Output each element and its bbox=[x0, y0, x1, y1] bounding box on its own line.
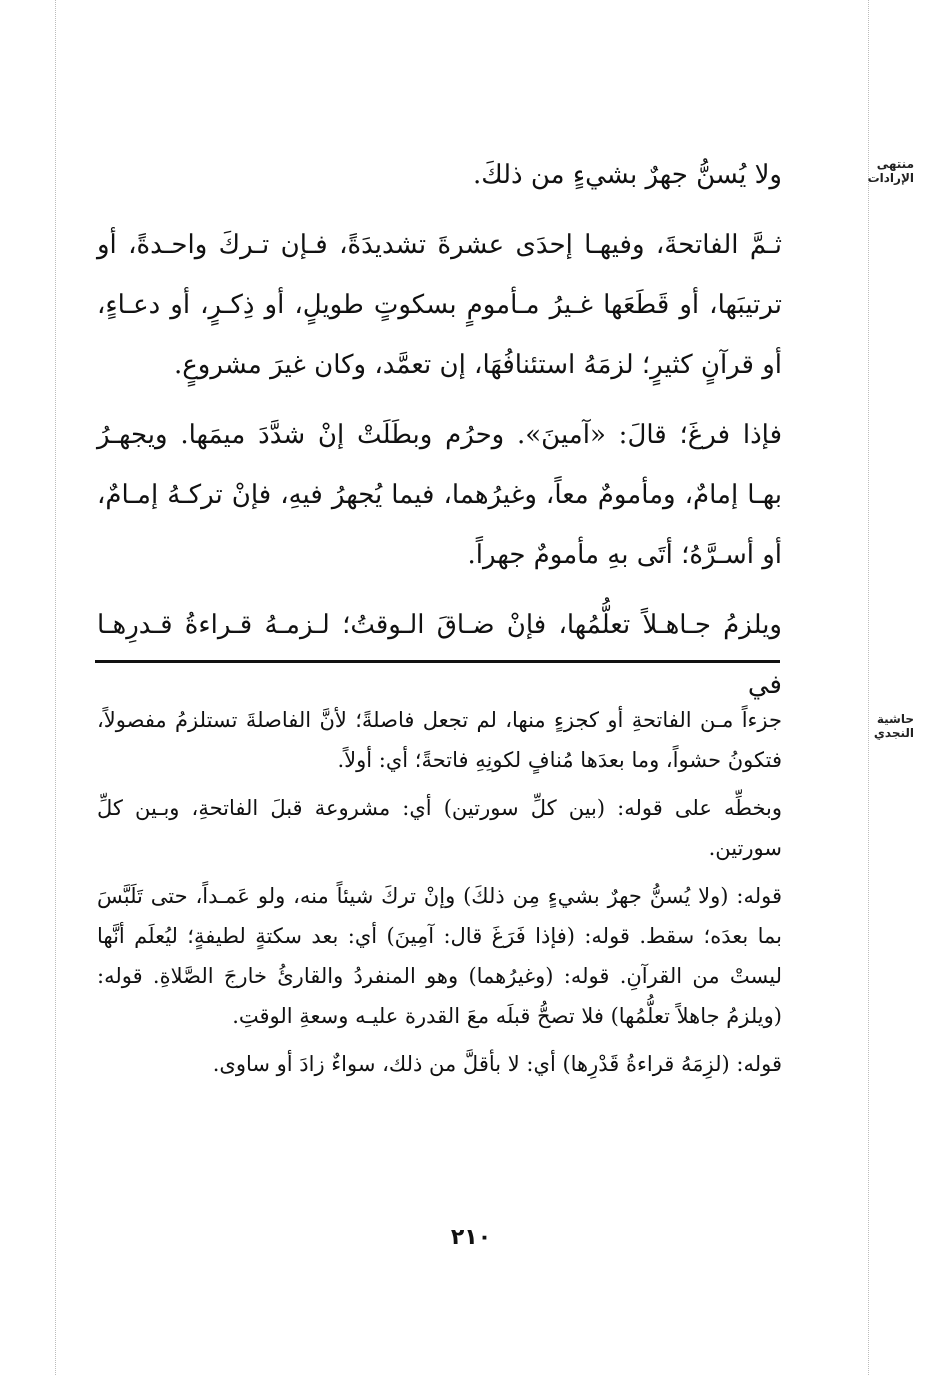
note-paragraph: قوله: (ولا يُسنُّ جهرٌ بشيءٍ مِن ذلكَ) وإنْ تركَ شيئاً منه، ولو عَمـداً، حتى تَلَبَّسَ بما بعدَه؛ سقط. قوله: (فإذا فَرَغَ قال: آمِينَ) أي: بعد سكتةٍ لطيفةٍ؛ ليُعلَم أنَّها ليستْ من القرآنِ. قوله: (وغيرُهما) وهو المنفردُ والقارئُ خارجَ الصَّلاةِ. قوله: (ويلزمُ جاهلاً تعلُّمُها) فلا تصحُّ قبلَه معَ القدرة عليـه وسعةِ الوقتِ. bbox=[97, 884, 782, 1028]
notes-block bbox=[97, 700, 782, 1092]
margin-label-main-text: منتهى الإرادات bbox=[867, 157, 914, 185]
main-paragraph: ولا يُسنُّ جهرٌ بشيءٍ من ذلكَ. bbox=[472, 160, 782, 190]
note-paragraph: جزءاً مـن الفاتحةِ أو كجزءٍ منها، لم تجعل فاصلةً؛ لأنَّ الفاصلةَ تستلزمُ مفصولاً، فتكونُ حشواً، وما بعدَها مُنافٍ لكونِهِ فاتحةً؛ أي: أولاً. bbox=[97, 708, 782, 772]
scan-edge-line-right bbox=[868, 0, 869, 1375]
main-paragraph: ثـمَّ الفاتحةَ، وفيهـا إحدَى عشرةَ تشديدَةً، فـإن تـركَ واحـدةً، أو ترتيبَها، أو قَطَعَها غـيرُ مـأمومٍ بسكوتٍ طويلٍ، أو ذِكـرٍ، أو دعـاءٍ، أو قرآنٍ كثيرٍ؛ لزمَهُ استئنافُهَا، إن تعمَّد، وكان غيرَ مشروعٍ. bbox=[97, 230, 782, 380]
scan-edge-line-left bbox=[55, 0, 56, 1375]
note-paragraph: قوله: (لزِمَهُ قراءةُ قَدْرِها) أي: لا بأقلَّ من ذلك، سواءٌ زادَ أو ساوى. bbox=[212, 1052, 782, 1076]
main-text-block bbox=[97, 145, 782, 725]
margin-label-notes: حاشية النجدي bbox=[873, 712, 914, 740]
main-paragraph: ويلزمُ جـاهـلاً تعلُّمُها، فإنْ ضـاقَ الـوقتُ؛ لـزمـهُ قـراءةُ قـدرِهـا في bbox=[97, 610, 782, 700]
main-paragraph: فإذا فرغَ؛ قالَ: «آمينَ». وحرُم وبطَلَتْ إنْ شدَّدَ ميمَها. ويجهـرُ بهـا إمامٌ، ومأمومٌ معاً، وغيرُهما، فيما يُجهرُ فيهِ، فإنْ تركـهُ إمـامٌ، أو أسـرَّهُ؛ أتَى بهِ مأمومٌ جهراً. bbox=[97, 420, 782, 570]
note-paragraph: وبخطِّه على قوله: (بين كلِّ سورتين) أي: مشروعة قبلَ الفاتحةِ، وبـين كلِّ سورتين. bbox=[97, 796, 782, 860]
footnote-separator-rule bbox=[95, 660, 780, 663]
page-number: ٢١٠ bbox=[450, 1225, 492, 1250]
